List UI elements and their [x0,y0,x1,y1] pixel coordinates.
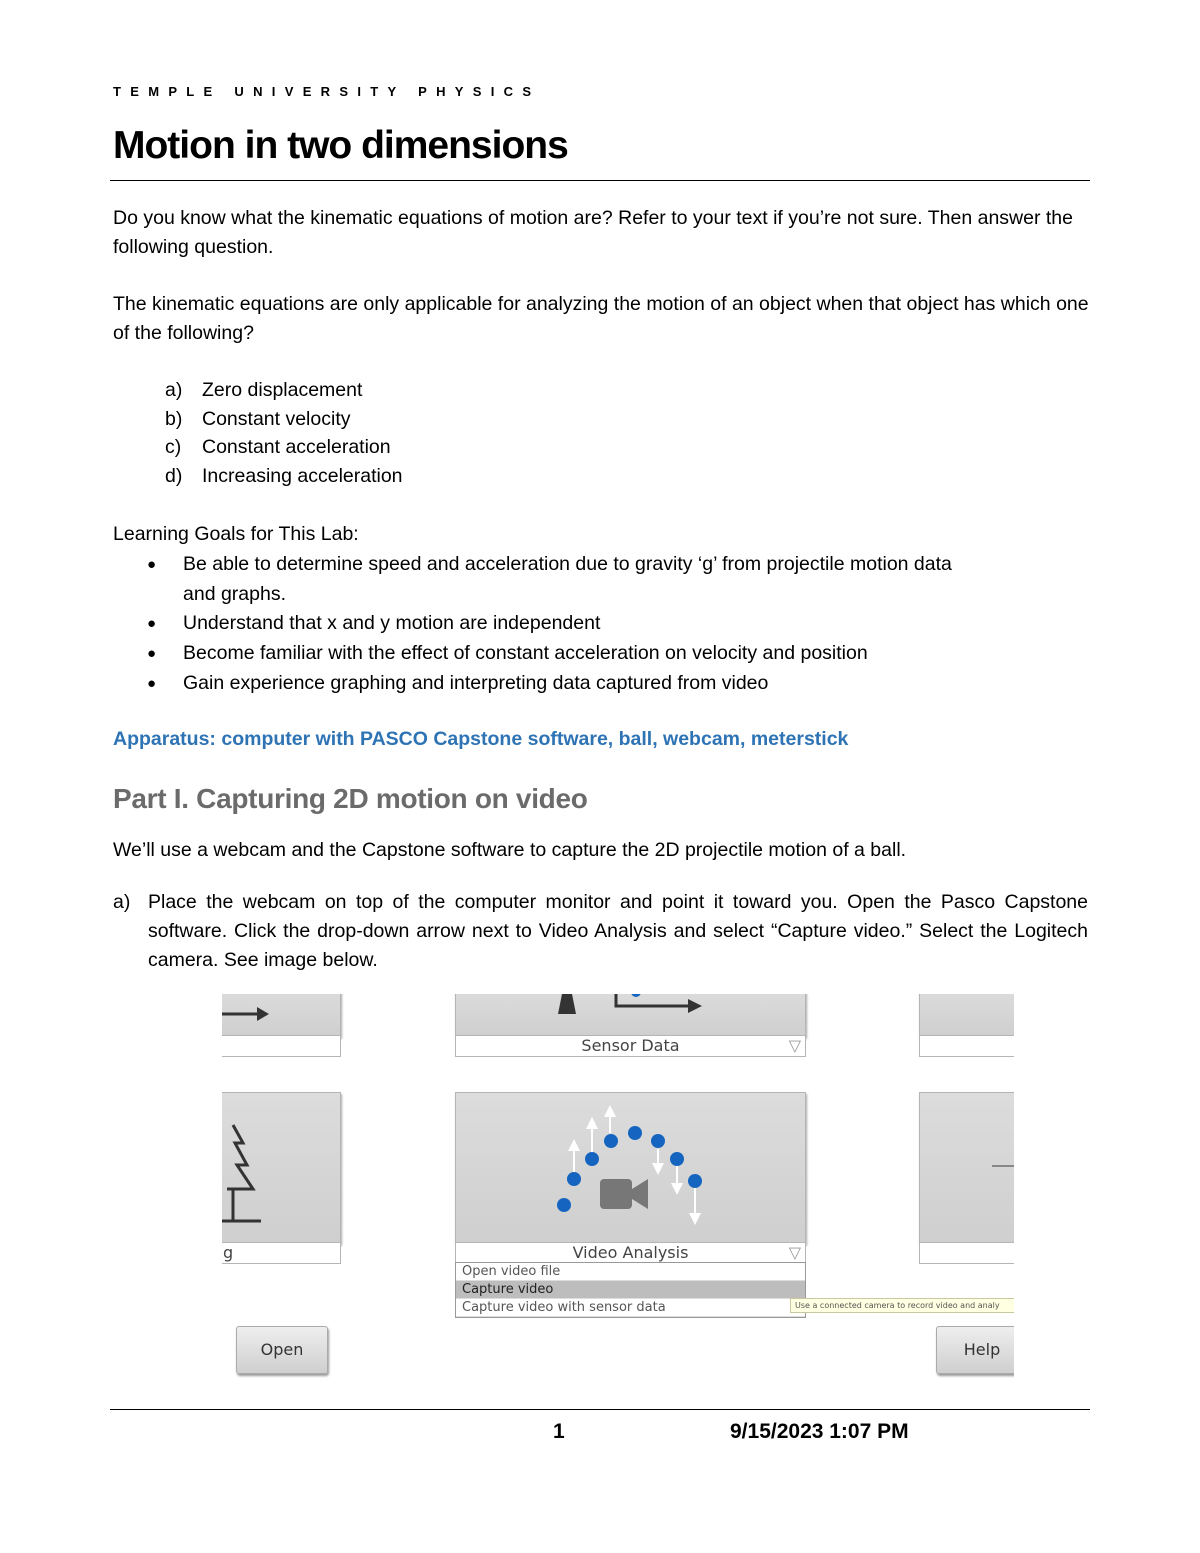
chevron-down-icon[interactable]: ▽ [788,1243,801,1262]
goal-item [147,550,952,579]
card-middle-left [222,1092,341,1244]
page-title: Motion in two dimensions [113,124,568,167]
tree-icon [222,1093,273,1233]
goal-text: Become familiar with the effect of constant acceleration on velocity and position [183,642,868,664]
bullet-icon: ● [147,675,157,692]
option-label: a) [165,379,183,401]
video-analysis-menu [455,1262,806,1318]
card-top-right [919,994,1014,1037]
goal-text: Gain experience graphing and interpreting data captured from video [183,672,769,694]
page-number: 1 [553,1420,565,1443]
menu-item-capture-video-sensor[interactable]: Capture video with sensor data [456,1299,805,1317]
sensor-data-card[interactable] [455,994,806,1037]
goal-item [147,639,868,668]
open-button[interactable]: Open [236,1326,328,1374]
footer-date: 9/15/2023 1:07 PM [730,1420,909,1443]
minus-icon [992,1165,1014,1167]
tooltip: Use a connected camera to record video and analy [790,1298,1014,1313]
bullet-icon: ● [147,645,157,662]
chevron-down-icon[interactable]: ▽ [788,1036,801,1055]
option-label: c) [165,436,182,458]
step-text: Place the webcam on top of the computer monitor and point it toward you. Open the Pasco Capstone software. Click the drop-down arrow next to Video Analysis and select “Capture video.” Select the Logitech camera. See image below. [148,891,1088,971]
footer-rule [110,1409,1090,1410]
sensor-data-dropdown[interactable] [455,1035,806,1057]
option-text: Constant acceleration [202,436,391,458]
course-header: TEMPLE UNIVERSITY PHYSICS [113,84,541,99]
card-middle-left-label: g [223,1243,234,1262]
goal-item [147,669,768,698]
menu-item-capture-video[interactable]: Capture video [456,1281,805,1299]
sensor-graph-icon [556,994,756,1030]
menu-item-open-video-file[interactable]: Open video file [456,1263,805,1281]
card-middle-right [919,1092,1014,1244]
part1-intro: We’ll use a webcam and the Capstone software to capture the 2D projectile motion of a ball. [113,839,907,861]
card-middle-left-caption [222,1242,341,1264]
goals-heading: Learning Goals for This Lab: [113,523,359,545]
card-middle-right-caption [919,1242,1014,1264]
bullet-icon: ● [147,615,157,632]
goal-continuation: and graphs. [183,583,286,605]
option-label: b) [165,408,183,430]
video-analysis-card[interactable] [455,1092,806,1244]
option-b [165,405,351,434]
part1-heading: Part I. Capturing 2D motion on video [113,783,588,814]
option-text: Increasing acceleration [202,465,403,487]
bullet-icon: ● [147,556,157,573]
title-rule [110,180,1090,181]
option-a [165,376,362,405]
video-analysis-dropdown[interactable] [455,1242,806,1264]
option-c [165,433,391,462]
option-text: Zero displacement [202,379,363,401]
step-a [113,888,1088,975]
arrow-right-icon [222,1004,273,1024]
step-label: a) [113,891,131,913]
projectile-video-icon [456,1093,805,1243]
video-analysis-label: Video Analysis [572,1243,689,1262]
help-button[interactable]: Help [936,1326,1014,1374]
apparatus-line: Apparatus: computer with PASCO Capstone software, ball, webcam, meterstick [113,728,849,750]
question-paragraph: The kinematic equations are only applicable for analyzing the motion of an object when that object has which one of the following? [113,293,1089,344]
goal-item [147,609,600,638]
option-label: d) [165,465,183,487]
card-top-left [222,994,341,1037]
card-top-right-caption [919,1035,1014,1057]
sensor-data-label: Sensor Data [581,1036,680,1055]
option-d [165,462,403,491]
goal-text: Understand that x and y motion are independent [183,612,601,634]
capstone-screenshot [222,994,1014,1380]
goal-text: Be able to determine speed and acceleration due to gravity ‘g’ from projectile motion data [183,553,952,575]
option-text: Constant velocity [202,408,351,430]
card-top-left-caption [222,1035,341,1057]
intro-paragraph: Do you know what the kinematic equations of motion are? Refer to your text if you’re not sure. Then answer the following question. [113,207,1073,258]
